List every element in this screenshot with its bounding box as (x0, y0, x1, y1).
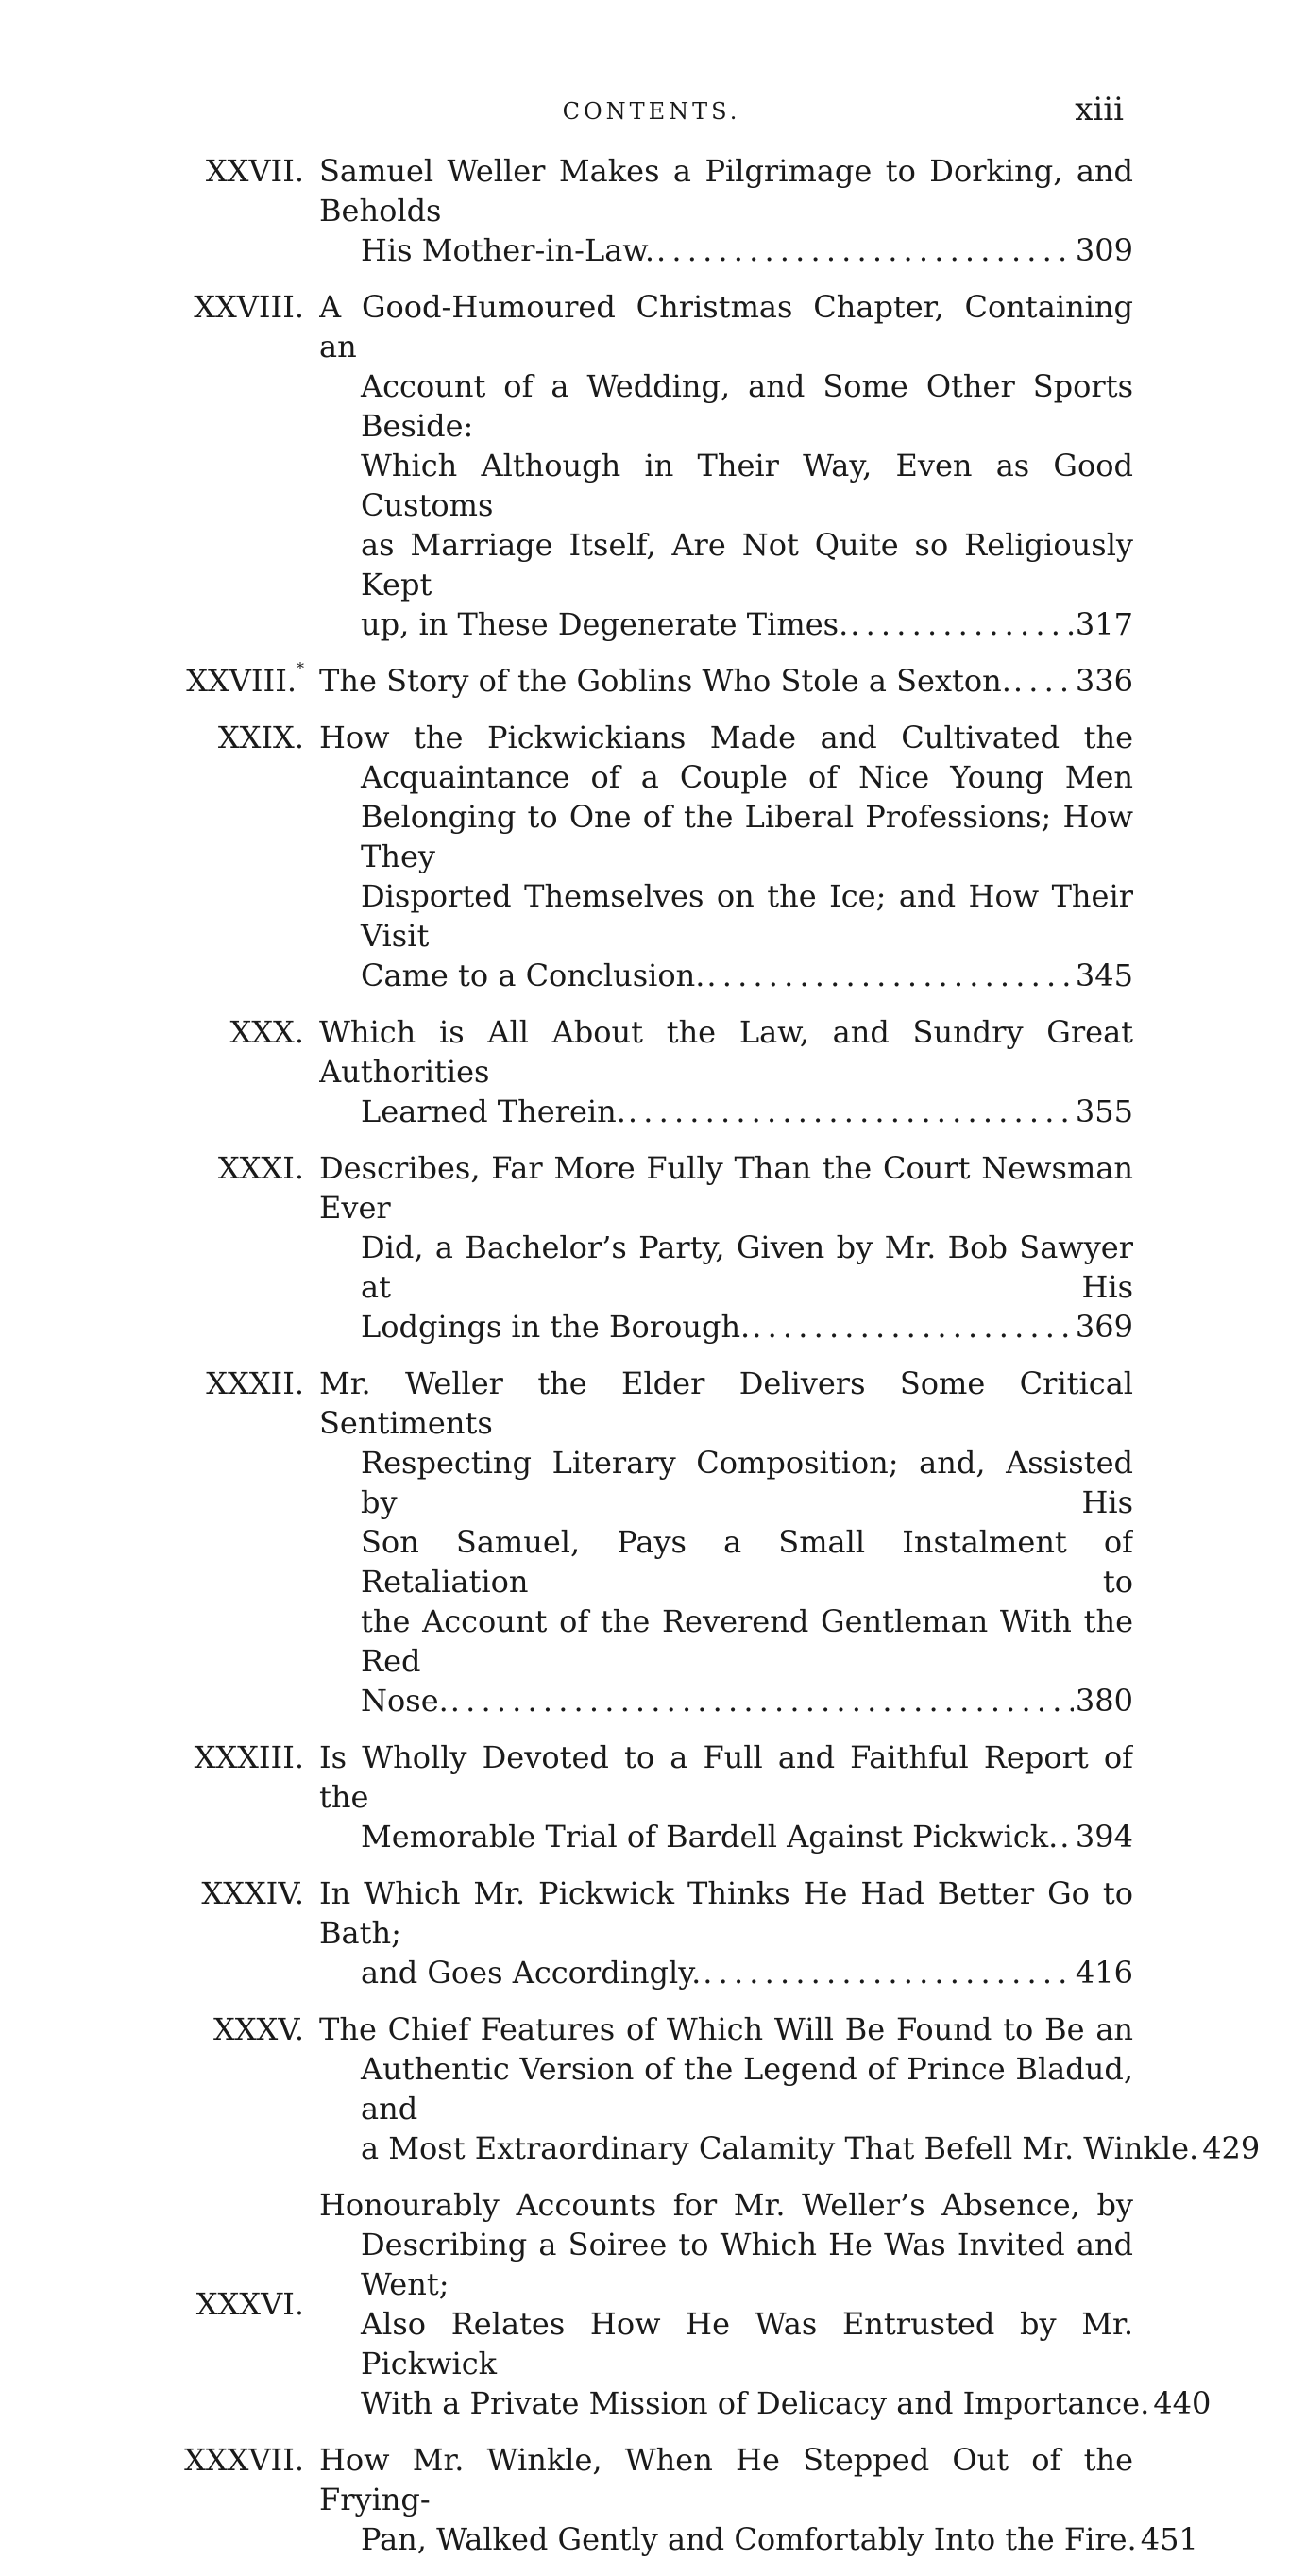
chapter-number-text: XXXII. (206, 1365, 304, 1401)
dot-leader (850, 604, 1074, 644)
title-line: a Most Extraordinary Calamity That Befell Mr. Winkle. (361, 2130, 1199, 2166)
title-line: Account of a Wedding, and Some Other Sports Beside: (361, 368, 1133, 444)
page-ref: 429 (1202, 2130, 1261, 2166)
page-ref: 380 (1075, 1683, 1133, 1719)
footnote-mark: * (297, 659, 304, 677)
toc-entry (170, 2440, 1198, 2559)
dot-leader (752, 1307, 1074, 1347)
chapter-number (170, 2284, 319, 2324)
title-line: the Account of the Reverend Gentleman With the Red (361, 1603, 1133, 1679)
chapter-number-text: XXXI. (217, 1150, 304, 1186)
chapter-number (170, 1012, 319, 1052)
dot-leader (703, 1953, 1074, 1992)
title-line: and Goes Accordingly. (361, 1955, 702, 1991)
toc-entry (170, 2009, 1261, 2168)
title-line: With a Private Mission of Delicacy and Importance. (361, 2385, 1150, 2421)
page-ref: 440 (1153, 2385, 1212, 2421)
title-line: Honourably Accounts for Mr. Weller’s Absence, by (319, 2187, 1133, 2223)
chapter-number (170, 2009, 319, 2049)
chapter-title (319, 1364, 1133, 1720)
title-line: Acquaintance of a Couple of Nice Young Men (361, 759, 1133, 795)
toc-entry (170, 2185, 1212, 2423)
chapter-number-text: XXVII. (205, 153, 304, 189)
chapter-number (170, 1737, 319, 1777)
chapter-title (319, 2009, 1261, 2168)
toc-entry (170, 1012, 1133, 1131)
chapter-title (319, 287, 1133, 644)
chapter-title (319, 151, 1133, 270)
toc-entry (170, 1364, 1133, 1720)
dot-leader (656, 230, 1074, 270)
page-ref: 309 (1075, 232, 1133, 268)
title-line: Son Samuel, Pays a Small Instalment of Retaliation to (361, 1524, 1133, 1600)
chapter-number (170, 151, 319, 191)
chapter-number (170, 2440, 319, 2480)
page-ref: 345 (1075, 958, 1133, 993)
chapter-number-text: XXXVII. (184, 2442, 304, 2478)
chapter-number-text: XXXIII. (194, 1739, 304, 1775)
title-line: Learned Therein. (361, 1093, 626, 1129)
chapter-title (319, 1012, 1133, 1131)
toc-entry (170, 1148, 1133, 1347)
chapter-number (170, 1873, 319, 1913)
chapter-title (319, 2440, 1198, 2559)
title-last-line (319, 2519, 1198, 2559)
title-line: Came to a Conclusion. (361, 958, 705, 993)
chapter-number-text: XXVIII. (186, 663, 297, 699)
chapter-number (170, 718, 319, 757)
toc-entry (170, 151, 1133, 270)
chapter-number-text: XXXVI. (195, 2286, 304, 2322)
page-ref: 451 (1140, 2521, 1198, 2557)
title-last-line (319, 1681, 1133, 1720)
chapter-number-text: XXX. (229, 1014, 304, 1050)
chapter-number-text: XXIX. (217, 720, 304, 755)
title-line: Authentic Version of the Legend of Prince Bladud, and (361, 2051, 1133, 2127)
chapter-title (319, 1148, 1133, 1347)
title-last-line (319, 2383, 1212, 2423)
page-number: xiii (1075, 91, 1124, 128)
page-ref: 355 (1075, 1093, 1133, 1129)
chapter-number-text: XXXV. (212, 2011, 304, 2047)
title-last-line (319, 1307, 1133, 1347)
title-line: How the Pickwickians Made and Cultivated the (319, 720, 1133, 755)
title-line: Is Wholly Devoted to a Full and Faithful Report of the (319, 1739, 1133, 1815)
page-ref: 394 (1075, 1819, 1133, 1855)
title-line: How Mr. Winkle, When He Stepped Out of the Frying- (319, 2442, 1133, 2517)
title-last-line (319, 604, 1133, 644)
chapter-title (319, 1873, 1133, 1992)
chapter-number (170, 1148, 319, 1188)
chapter-title (319, 661, 1133, 701)
title-line: as Marriage Itself, Are Not Quite so Religiously Kept (361, 527, 1133, 602)
dot-leader (628, 1092, 1074, 1131)
running-head-title: CONTENTS. (562, 98, 741, 125)
chapter-number (170, 1364, 319, 1403)
title-line: Nose. (361, 1683, 449, 1719)
dot-leader (1013, 661, 1074, 701)
title-line: Samuel Weller Makes a Pilgrimage to Dorking, and Beholds (319, 153, 1133, 229)
title-line: The Story of the Goblins Who Stole a Sexton. (319, 663, 1011, 699)
page-ref: 416 (1075, 1955, 1133, 1991)
title-line: Mr. Weller the Elder Delivers Some Critical Sentiments (319, 1365, 1133, 1441)
chapter-title (319, 718, 1133, 995)
dot-leader (450, 1681, 1074, 1720)
title-last-line (319, 1953, 1133, 1992)
title-line: Describes, Far More Fully Than the Court Newsman Ever (319, 1150, 1133, 1226)
chapter-title (319, 2185, 1212, 2423)
title-last-line (319, 1092, 1133, 1131)
title-line: The Chief Features of Which Will Be Found to Be an (319, 2011, 1133, 2047)
chapter-number-text: XXVIII. (194, 289, 304, 325)
title-line: up, in These Degenerate Times. (361, 606, 849, 642)
title-line: His Mother-in-Law. (361, 232, 655, 268)
toc-entry (170, 1873, 1133, 1992)
chapter-number (170, 287, 319, 327)
title-line: Did, a Bachelor’s Party, Given by Mr. Bob Sawyer at His (361, 1229, 1133, 1305)
title-last-line (319, 1817, 1133, 1856)
title-line: Describing a Soiree to Which He Was Invited and Went; (361, 2227, 1133, 2302)
dot-leader (706, 956, 1074, 995)
table-of-contents (170, 151, 1261, 2576)
title-line: In Which Mr. Pickwick Thinks He Had Better Go to Bath; (319, 1875, 1133, 1951)
title-line: Belonging to One of the Liberal Professions; How They (361, 799, 1133, 874)
page-ref: 317 (1075, 606, 1133, 642)
title-line: Respecting Literary Composition; and, Assisted by His (361, 1445, 1133, 1520)
dot-leader (1060, 1817, 1074, 1856)
running-head (179, 91, 1124, 132)
title-line: Memorable Trial of Bardell Against Pickwick. (361, 1819, 1059, 1855)
toc-entry (170, 1737, 1133, 1856)
title-last-line (319, 956, 1133, 995)
title-last-line (319, 661, 1133, 701)
title-line: Lodgings in the Borough. (361, 1309, 751, 1345)
title-line: A Good-Humoured Christmas Chapter, Containing an (319, 289, 1133, 364)
title-line: Also Relates How He Was Entrusted by Mr. Pickwick (361, 2306, 1133, 2381)
title-line: Disported Themselves on the Ice; and How Their Visit (361, 878, 1133, 954)
title-line: Which Although in Their Way, Even as Good Customs (361, 448, 1133, 523)
chapter-number-text: XXXIV. (201, 1875, 304, 1911)
toc-entry (170, 661, 1133, 701)
chapter-title (319, 1737, 1133, 1856)
chapter-number (170, 661, 319, 701)
title-line: Pan, Walked Gently and Comfortably Into the Fire. (361, 2521, 1137, 2557)
title-last-line (319, 230, 1133, 270)
title-last-line (319, 2128, 1261, 2168)
page-ref: 369 (1075, 1309, 1133, 1345)
toc-entry (170, 287, 1133, 644)
page-ref: 336 (1075, 663, 1133, 699)
toc-entry (170, 718, 1133, 995)
title-line: Which is All About the Law, and Sundry Great Authorities (319, 1014, 1133, 1090)
